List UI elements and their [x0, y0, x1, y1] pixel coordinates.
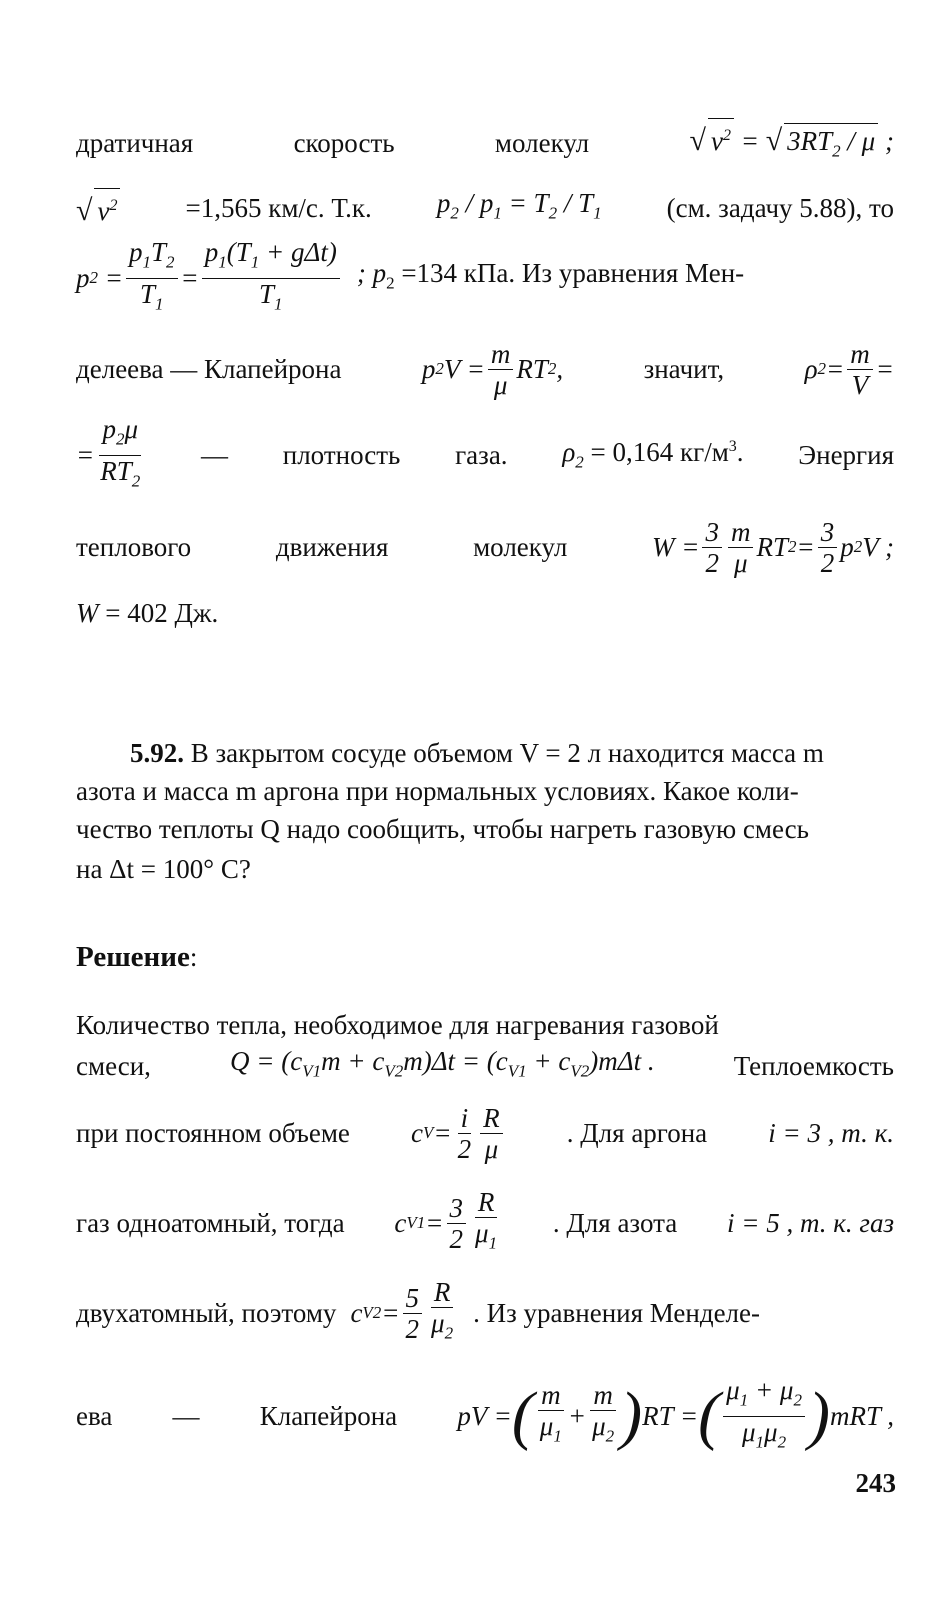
word: теплового — [76, 532, 192, 562]
word: смеси, — [76, 1051, 151, 1082]
rms-value: =1,565 км/с. Т.к. — [185, 193, 372, 224]
p2-formula: p 2 = $\frac{p_1T_2}{T_1}$ = $\frac{p_1(T_1 + g\Delta t)}{T_1}$ — [76, 237, 343, 319]
text: делеева — Клапейрона — [76, 354, 342, 384]
p2-value: ; $p_2 =134$ кПа. Из уравнения Мен- — [356, 257, 745, 293]
nitrogen-i: i = 5 , т. к. газ — [727, 1208, 894, 1238]
page-number: 243 — [855, 1468, 896, 1498]
word: Теплоемкость — [733, 1051, 894, 1082]
solution-text: газ одноатомный, тогда — [76, 1208, 345, 1238]
word: дратичная — [76, 128, 194, 159]
problem-text: на Δt = 100° С? — [76, 854, 251, 884]
problem-number: 5.92. — [130, 738, 184, 768]
cv2-formula: c V2 = $\frac{5}{2}$ $\frac{R}{\mu_2}$ — [350, 1277, 454, 1344]
solution-text: . Для аргона — [566, 1118, 708, 1148]
density-formula: ρ 2 = $\frac{m}{V}$ = — [804, 338, 894, 400]
problem-line-4 — [76, 852, 894, 886]
text-line-7 — [76, 596, 894, 630]
text-line-1 — [76, 118, 894, 168]
solution-text: Количество тепла, необходимое для нагревания газовой — [76, 1010, 719, 1040]
problem-text: 5.92. В закрытом сосуде объемом V = 2 л находится масса m — [130, 738, 824, 768]
argon-i: i = 3 , т. к. — [768, 1118, 894, 1148]
energy-value: W = 402 Дж. — [76, 598, 219, 628]
solution-line-6 — [76, 1376, 894, 1456]
heat-formula: $Q = (c_{V1}m + c_{V2}m)\Delta t = (c_{V1} + c_{V2})m\Delta t$ . — [230, 1046, 655, 1081]
text: газа. — [455, 440, 508, 470]
text-line-4 — [76, 338, 894, 400]
problem-line-1 — [130, 736, 894, 770]
text: плотность — [282, 440, 401, 470]
word: движения — [275, 532, 389, 562]
problem-text: азота и масса m аргона при нормальных условиях. Какое коли- — [76, 776, 799, 806]
cv-formula: c V = $\frac{i}{2}$ $\frac{R}{\mu}$ — [411, 1103, 506, 1164]
solution-heading — [76, 940, 894, 974]
solution-text: при постоянном объеме — [76, 1118, 350, 1148]
text-line-6 — [76, 514, 894, 580]
solution-text: двухатомный, поэтому — [76, 1298, 337, 1328]
text-line-3 — [76, 237, 894, 313]
word: молекул — [494, 128, 590, 159]
solution-line-5 — [76, 1278, 894, 1348]
solution-line-1 — [76, 1008, 894, 1042]
density-formula-2: = $\frac{p_2\mu}{RT_2}$ — [76, 414, 141, 490]
rms-symbol: √ $v^2$ — [76, 188, 120, 228]
word: молекул — [473, 532, 568, 562]
pressure-ratio-formula: $p_2 / p_1 = T_2 / T_1$ — [436, 188, 602, 223]
rms-velocity-formula: √ $v^2$ = √ $3RT_2$ / μ ; — [690, 118, 894, 168]
solution-text: . Из уравнения Менделе- — [473, 1298, 761, 1328]
text-line-5 — [76, 414, 894, 490]
word: — — [172, 1401, 200, 1431]
problem-line-2 — [76, 774, 894, 808]
word: скорость — [293, 128, 395, 159]
solution-line-3 — [76, 1098, 894, 1168]
energy-formula: W = $\frac{3}{2}$ $\frac{m}{\mu}$ RT 2 = $\frac{3}{2}$ p 2 V ; — [652, 516, 894, 578]
word: ева — [76, 1401, 113, 1431]
density-value: $\rho_2 = 0,164$ $кг/м^3$. — [562, 437, 744, 472]
state-equation-formula: pV = ( $\frac{m}{\mu_1}$ + $\frac{m}{\mu_2}$ ) RT = ( $\frac{\mu_1 + \mu_2}{\mu_1\mu_2}$ ) mRT , — [457, 1375, 894, 1452]
word: Клапейрона — [259, 1401, 398, 1431]
mendeleev-formula: p 2 V = $\frac{m}{\mu}$ RT 2 , — [421, 338, 564, 400]
heading-text: Решение: — [76, 941, 198, 973]
solution-line-2 — [76, 1044, 894, 1088]
text: значит, — [643, 354, 725, 384]
text: (см. задачу 5.88), то — [666, 193, 894, 224]
cv1-formula: c V1 = $\frac{3}{2}$ $\frac{R}{\mu_1}$ — [394, 1187, 498, 1254]
text-line-2 — [76, 186, 894, 230]
problem-line-3 — [76, 812, 894, 846]
text: — — [201, 440, 228, 470]
text: Энергия — [798, 440, 894, 470]
solution-line-4 — [76, 1188, 894, 1258]
problem-text: чество теплоты Q надо сообщить, чтобы нагреть газовую смесь — [76, 814, 809, 844]
solution-text: . Для азота — [552, 1208, 678, 1238]
